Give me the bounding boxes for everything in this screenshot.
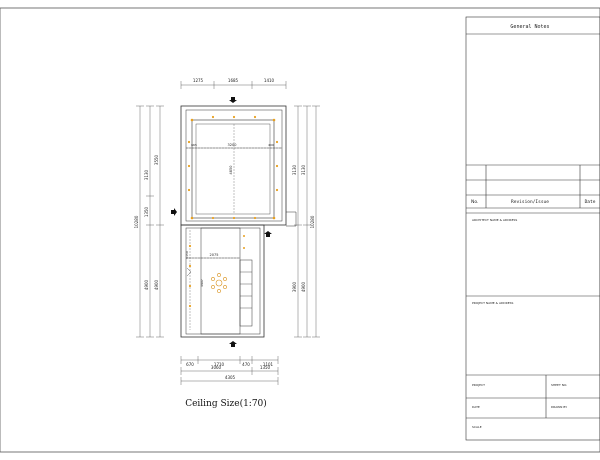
dim-room-upper-width: 3200	[227, 143, 237, 147]
upper-ceiling-inner-frame	[196, 124, 270, 214]
lower-room-inner-wall	[186, 228, 260, 334]
lower-room-outer-wall	[181, 225, 264, 337]
dim-room-upper-left: 665	[191, 143, 197, 147]
dim-right-mid-2: 4900	[301, 281, 306, 293]
dim-left-inner-2: 4900	[154, 279, 159, 291]
dim-left-inner-1: 3550	[154, 154, 159, 166]
dim-bottom-1: 670	[186, 362, 194, 367]
drawing-caption: Ceiling Size(1:70)	[185, 399, 267, 409]
drawn-by-label: DRAWN BY	[551, 405, 568, 409]
dimension-lines	[136, 81, 320, 385]
date-label: DATE	[472, 405, 480, 409]
dim-right-inner-2: 3900	[292, 281, 297, 293]
dim-left-mid-3: 4900	[144, 279, 149, 291]
dim-right-outer: 10280	[310, 215, 315, 229]
dim-left-mid-1: 3130	[144, 169, 149, 181]
dim-bottom-4: 1101	[262, 362, 274, 367]
dimension-labels	[134, 78, 315, 380]
downlights-lower	[189, 235, 245, 307]
dim-top-1: 1275	[192, 78, 204, 83]
revision-date-header: Date	[584, 200, 596, 205]
switch-symbol	[187, 268, 191, 276]
dim-right-mid-1: 3130	[301, 164, 306, 176]
chandelier-icon	[211, 273, 226, 292]
revision-no-header: No.	[471, 200, 479, 205]
dim-bottom2-2: 1350	[259, 365, 271, 370]
project-name-label: PROJECT NAME & ADDRESS	[472, 301, 514, 305]
dim-left-mid-2: 1350	[144, 206, 149, 218]
architect-label: ARCHITECT NAME & ADDRESS	[472, 218, 518, 222]
dim-room-upper-right: 400	[268, 143, 274, 147]
upper-room-inner-wall	[186, 110, 282, 221]
dim-right-inner-1: 3130	[292, 164, 297, 176]
dim-room-upper-height: 4850	[229, 165, 233, 175]
sheet-no-label: SHEET NO.	[551, 383, 568, 387]
dim-bottom-3: 470	[242, 362, 250, 367]
general-notes-label: General Notes	[510, 24, 550, 30]
scale-label: SCALE	[472, 425, 482, 429]
title-block	[466, 17, 600, 440]
dim-room-lower-width: 2075	[209, 253, 219, 257]
project-label: PROJECT	[472, 383, 485, 387]
dim-room-lower-mark: 5150	[185, 251, 189, 259]
lower-ceiling-panel	[201, 228, 240, 334]
dim-bottom-2: 1710	[213, 362, 225, 367]
dim-left-outer: 10280	[134, 215, 139, 229]
dim-bottom-total: 4305	[224, 375, 236, 380]
revision-issue-header: Revision/Issue	[511, 200, 549, 205]
downlights-upper	[188, 116, 278, 219]
dim-bottom2-1: 3060	[210, 365, 222, 370]
upper-ceiling-frame	[192, 120, 274, 218]
wardrobe-strip	[240, 260, 252, 326]
dim-top-2: 1685	[227, 78, 239, 83]
ceiling-plan	[181, 106, 296, 337]
dim-top-3: 1410	[263, 78, 275, 83]
dim-room-lower-side: 4907	[200, 279, 204, 287]
sheet-border	[0, 8, 600, 452]
